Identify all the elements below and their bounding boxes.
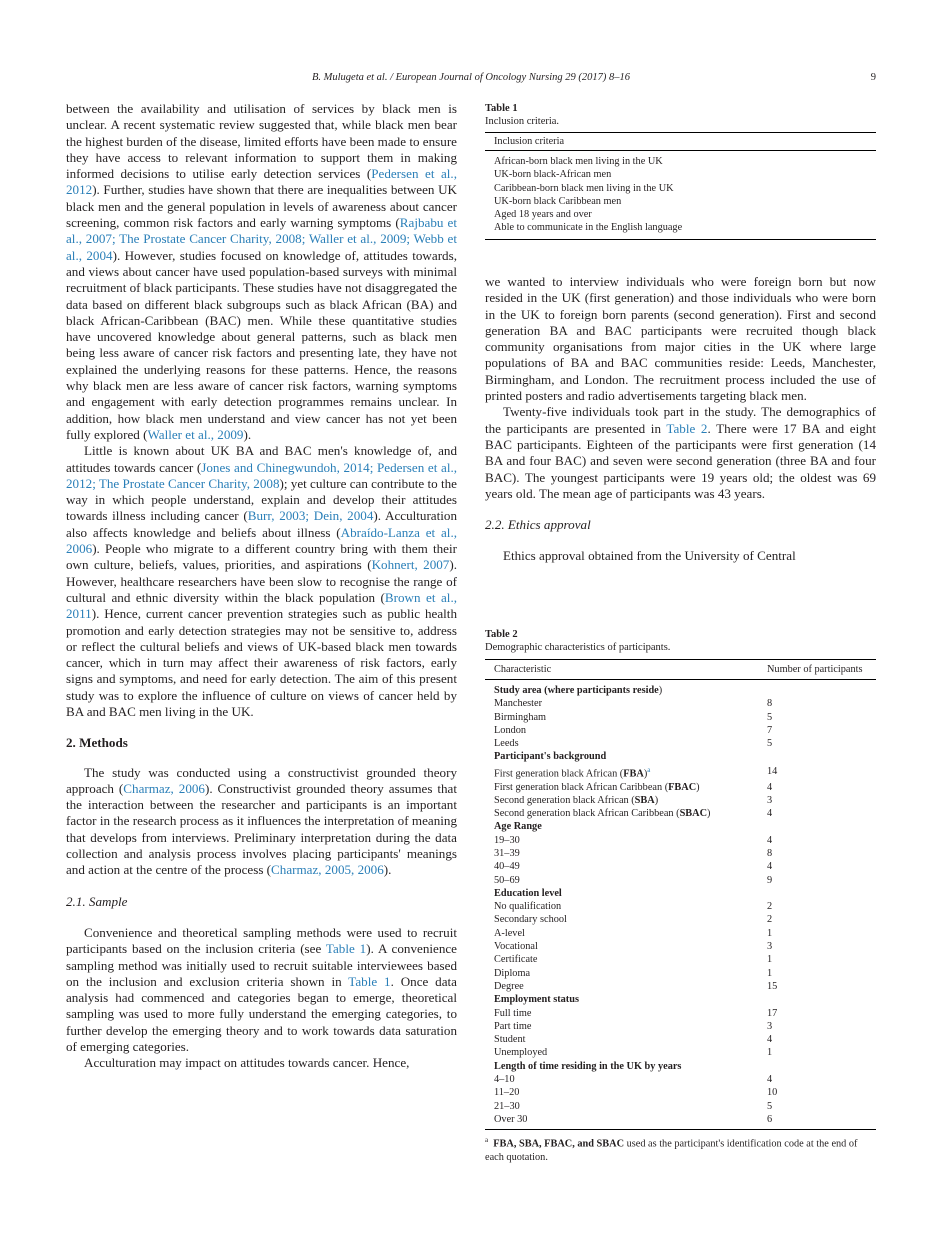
table-2-row	[485, 1086, 876, 1099]
citation-link[interactable]: Rajbabu et al., 2007; The Prostate Cancer Charity, 2008; Waller et al., 2009; Webb et al., 2004	[66, 215, 457, 263]
table-2-label: Second generation black African Caribbean (SBAC)	[494, 808, 711, 820]
text-run: ). A convenience sampling method was initially used to recruit suitable interviewees based on the inclusion and exclusion criteria shown in	[66, 941, 457, 989]
table-2-row	[485, 900, 876, 913]
table-2	[485, 628, 876, 1164]
table-2-row	[485, 927, 876, 940]
table-2-label: 19–30	[494, 834, 520, 846]
table-2-label: Manchester	[494, 698, 543, 710]
table-2-value: 17	[767, 1007, 778, 1019]
table-2-row	[485, 860, 876, 873]
text-run: Convenience and theoretical sampling methods were used to recruit participants based on the inclusion criteria (see	[66, 924, 457, 957]
table-2-row	[485, 913, 876, 926]
table-2-label: Degree	[494, 980, 524, 992]
table-2-label: Student	[494, 1034, 526, 1046]
table-2-row	[485, 1033, 876, 1046]
citation-link[interactable]: Burr, 2003; Dein, 2004	[247, 508, 374, 524]
citation-link[interactable]: Jones and Chinegwundoh, 2014; Pedersen et al., 2012; The Prostate Cancer Charity, 2008	[66, 459, 457, 491]
table-2-body	[485, 680, 876, 1130]
table-2-row	[485, 737, 876, 750]
right-column	[485, 274, 876, 565]
table-2-value: 9	[767, 874, 773, 886]
table-2-value: 1	[767, 967, 773, 979]
left-paragraph-4	[66, 925, 457, 1055]
table-2-label: Table 2	[485, 629, 518, 640]
table-2-value: 6	[767, 1113, 773, 1125]
table-2-group-label: Education level	[494, 887, 562, 899]
text-run: ). Acculturation also affects knowledge and beliefs about illness (	[66, 508, 457, 540]
table-1-body	[485, 151, 876, 240]
table-2-label: London	[494, 724, 527, 736]
table-2-value: 5	[767, 711, 773, 723]
table-2-label: 31–39	[494, 847, 520, 859]
table-2-label: Leeds	[494, 738, 519, 750]
text-run: Twenty-five individuals took part in the study. The demographics of the participants are presented in	[485, 404, 876, 436]
table-2-group-row	[485, 887, 876, 900]
table-2-label: Birmingham	[494, 711, 547, 723]
ethics-heading: 2.2. Ethics approval	[485, 517, 591, 533]
citation-link[interactable]: Charmaz, 2005, 2006	[271, 862, 384, 878]
table-2-value: 1	[767, 927, 773, 939]
table-2-value: 1	[767, 1047, 773, 1059]
table-2-col-number: Number of participants	[758, 660, 876, 680]
table-2-label: Full time	[494, 1007, 532, 1019]
table-2-group-label: Employment status	[494, 994, 579, 1006]
table-2-group-label: Participant's background	[494, 751, 607, 763]
table-2-value: 8	[767, 698, 773, 710]
left-paragraph-2	[66, 443, 457, 720]
table-2-group-row	[485, 820, 876, 833]
table-2-value: 3	[767, 794, 773, 806]
table-2-group-row	[485, 993, 876, 1006]
running-head: B. Mulugeta et al. / European Journal of Oncology Nursing 29 (2017) 8–16	[311, 72, 631, 83]
table-2-value: 2	[767, 901, 773, 913]
table-2-label: First generation black African (FBA)$^a$	[494, 765, 651, 780]
table-2-caption: Demographic characteristics of participants.	[485, 642, 671, 653]
table-2-value: 5	[767, 1100, 773, 1112]
right-paragraph-2	[485, 404, 876, 502]
text-run: ). People who migrate to a different country bring with them their own culture, beliefs, values, priorities, and aspirations (	[66, 541, 457, 573]
table-2-label: Certificate	[494, 954, 538, 966]
table-2-row	[485, 794, 876, 807]
table-1-cell: African-born black men living in the UK	[494, 156, 663, 167]
table-2-row	[485, 1100, 876, 1113]
table-2-value: 14	[767, 766, 778, 778]
table-1-cell: UK-born black-African men	[494, 169, 612, 181]
table-2-value: 4	[767, 1074, 773, 1086]
table-2-value: 15	[767, 980, 778, 992]
table-1-cell: Caribbean-born black men living in the UK	[494, 182, 674, 194]
text-run: . There were 17 BA and eight BAC participants. Eighteen of the participants were first generation (14 BA and four BAC) and seven were second generation (three BA and four BAC). The youngest participants were 19 years old; the oldest was 69 years old. The mean age of participants was 43 years.	[485, 420, 876, 501]
methods-heading: 2. Methods	[66, 735, 128, 751]
table-2-label: Over 30	[494, 1113, 528, 1125]
text-run: . Once data analysis had commenced and categories began to emerge, theoretical sampling was used to more fully understand the emerging categories, to further develop the emerging theory and to work towards data saturation of emerging categories.	[66, 973, 457, 1055]
text-run: Ethics approval obtained from the University of Central	[503, 548, 796, 564]
table-2-row	[485, 781, 876, 794]
text-run: Little is known about UK BA and BAC men's knowledge of, and attitudes towards cancer (	[66, 443, 457, 475]
table-2-label: First generation black African Caribbean (FBAC)	[494, 781, 700, 793]
citation-link[interactable]: Charmaz, 2006	[123, 780, 205, 796]
table-2-value: 4	[767, 808, 773, 820]
table-2-group-label: Length of time residing in the UK by years	[494, 1060, 682, 1072]
citation-link[interactable]: Table 2	[666, 420, 708, 436]
table-1-row	[485, 151, 876, 169]
table-1-label: Table 1	[485, 103, 518, 114]
table-2-row	[485, 967, 876, 980]
table-2-value: 7	[767, 724, 773, 736]
table-2-value: 2	[767, 914, 773, 926]
table-2-value: 5	[767, 738, 773, 750]
text-run: ). Constructivist grounded theory assumes that the interaction between the researcher and participants is an important factor in the research process as it influences the interpretation of meaning that develops from interviews. Preliminary interpretation during the data collection and analysis process involves placing participants' meanings and action at the centre of the process (	[66, 780, 457, 878]
right-paragraph-3	[485, 548, 876, 564]
table-2-footnote: $^a$ FBA, SBA, FBAC, and SBAC used as the participant's identification code at the end of each quotation.	[485, 1136, 858, 1163]
citation-link[interactable]: Table 1	[348, 973, 391, 989]
table-2-label: Part time	[494, 1020, 532, 1032]
table-2-group-row	[485, 750, 876, 763]
table-2-row	[485, 807, 876, 820]
table-1-cell: Aged 18 years and over	[494, 209, 592, 221]
table-2-value: 10	[767, 1087, 778, 1099]
table-2-value: 3	[767, 941, 773, 953]
table-2-label: No qualification	[494, 901, 562, 913]
table-1-header: Inclusion criteria	[485, 133, 876, 151]
citation-link[interactable]: Waller et al., 2009	[147, 426, 244, 442]
table-2-row	[485, 940, 876, 953]
text-run: ).	[383, 862, 392, 878]
table-1-cell: UK-born black Caribbean men	[494, 195, 622, 207]
table-2-row	[485, 1113, 876, 1130]
table-2-label: 40–49	[494, 861, 520, 873]
table-2-value: 4	[767, 861, 773, 873]
table-2-label: 50–69	[494, 874, 520, 886]
table-2-group-row	[485, 680, 876, 698]
table-2-group-label: Age Range	[494, 821, 542, 833]
text-run: ). Further, studies have shown that there are inequalities between UK black men and the general population in levels of awareness about cancer screening, common risk factors and early warning symptoms (	[66, 182, 457, 231]
citation-link[interactable]: Table 1	[325, 941, 367, 957]
table-2-group-row	[485, 1060, 876, 1073]
table-2-value: 1	[767, 954, 773, 966]
table-1-cell: Able to communicate in the English language	[494, 222, 683, 234]
citation-link[interactable]: Abraído-Lanza et al., 2006	[66, 524, 457, 557]
table-2-value: 4	[767, 834, 773, 846]
table-2-col-characteristic: Characteristic	[485, 660, 758, 680]
table-1-row	[485, 182, 876, 195]
table-2-value: 3	[767, 1020, 773, 1032]
table-2-row	[485, 1046, 876, 1059]
text-run: ); yet culture can contribute to the way in which people understand, explain and develop their attitudes towards illness including cancer (	[66, 475, 457, 524]
table-1	[485, 102, 876, 240]
table-2-label: Second generation black African (SBA)	[494, 794, 659, 806]
table-2-row	[485, 874, 876, 887]
text-run: ).	[243, 426, 252, 442]
text-run: ). However, healthcare researchers have been slow to recognise the range of cultural and ethnic diversity within the black population (	[66, 557, 457, 605]
left-column	[66, 101, 457, 1072]
left-paragraph-3	[66, 765, 457, 879]
text-run: ). Hence, current cancer prevention strategies such as public health promotion and early detection strategies may not be sensitive to, address or reflect the cultural beliefs and views of UK-based black men towards cancer, which in turn may affect their awareness of risk factors, early signs and symptoms, and need for early detection. The aim of this present study was to explore the influence of culture on views of cancer held by BA and BAC men living in the UK.	[66, 606, 457, 719]
table-2-row	[485, 697, 876, 710]
table-2-row	[485, 724, 876, 737]
citation-link[interactable]: Pedersen et al., 2012	[66, 166, 457, 198]
table-2-label: A-level	[494, 927, 525, 939]
table-2-value: 4	[767, 1034, 773, 1046]
table-2-row	[485, 953, 876, 966]
table-2-row	[485, 847, 876, 860]
citation-link[interactable]: Brown et al., 2011	[66, 589, 457, 622]
sample-heading: 2.1. Sample	[66, 893, 128, 909]
table-2-row	[485, 1007, 876, 1020]
table-2-group-label: Study area (where participants reside)	[494, 685, 663, 696]
text-run: Acculturation may impact on attitudes towards cancer. Hence,	[84, 1055, 410, 1071]
left-paragraph-1	[66, 101, 457, 443]
text-run: we wanted to interview individuals who were foreign born but now resided in the UK (first generation) and those individuals who were born in the UK to foreign born parents (second generation). First and second generation BA and BAC participants were recruited though black community organisations from major cities in the UK where large populations of BA and BAC communities reside: Leeds, Manchester, Birmingham, and London. The recruitment process included the use of printed posters and radio advertisements targeting black men.	[485, 274, 876, 404]
table-2-label: 11–20	[494, 1087, 520, 1099]
table-2-label: Vocational	[494, 941, 538, 953]
right-paragraph-1	[485, 274, 876, 404]
table-2-label: 4–10	[494, 1074, 515, 1086]
table-2-value: 4	[767, 781, 773, 793]
page-number: 9	[870, 72, 876, 83]
left-paragraph-5	[66, 1055, 457, 1071]
table-1-row	[485, 168, 876, 181]
table-1-row	[485, 221, 876, 239]
table-2-row	[485, 1020, 876, 1033]
table-2-label: Diploma	[494, 967, 531, 979]
table-2-label: 21–30	[494, 1100, 520, 1112]
table-2-label: Unemployed	[494, 1047, 548, 1059]
table-1-row	[485, 195, 876, 208]
table-2-row	[485, 764, 876, 781]
table-2-row	[485, 834, 876, 847]
table-2-row	[485, 711, 876, 724]
text-run: The study was conducted using a constructivist grounded theory approach (	[66, 764, 457, 796]
text-run: ). However, studies focused on knowledge of, attitudes towards, and views about cancer have used population-based surveys with minimal recruitment of black participants. These studies have not disaggregated the data based on different black subgroups such as black African (BA) and black African-Caribbean (BAC) men. While these quantitative studies have uncovered knowledge about general patterns, such as black men being less aware of cancer risk factors and presenting late, they have not explained the underlying reasons for these patterns. Hence, the reasons why black men are less aware of cancer risk factors, warning symptoms and engagement with early detection programmes remains unclear. In addition, how black men understand and view cancer has not yet been fully explored (	[66, 247, 457, 442]
table-2-row	[485, 980, 876, 993]
table-2-row	[485, 1073, 876, 1086]
table-2-label: Secondary school	[494, 914, 567, 926]
table-1-row	[485, 208, 876, 221]
table-1-caption: Inclusion criteria.	[485, 116, 560, 127]
table-2-value: 8	[767, 847, 773, 859]
citation-link[interactable]: Kohnert, 2007	[371, 557, 450, 573]
text-run: between the availability and utilisation of services by black men is unclear. A recent systematic review suggested that, while black men bear the highest burden of the disease, limited efforts have been made to ensure they have access to relevant information to support them in making informed decisions to utilise early detection services (	[66, 101, 457, 182]
